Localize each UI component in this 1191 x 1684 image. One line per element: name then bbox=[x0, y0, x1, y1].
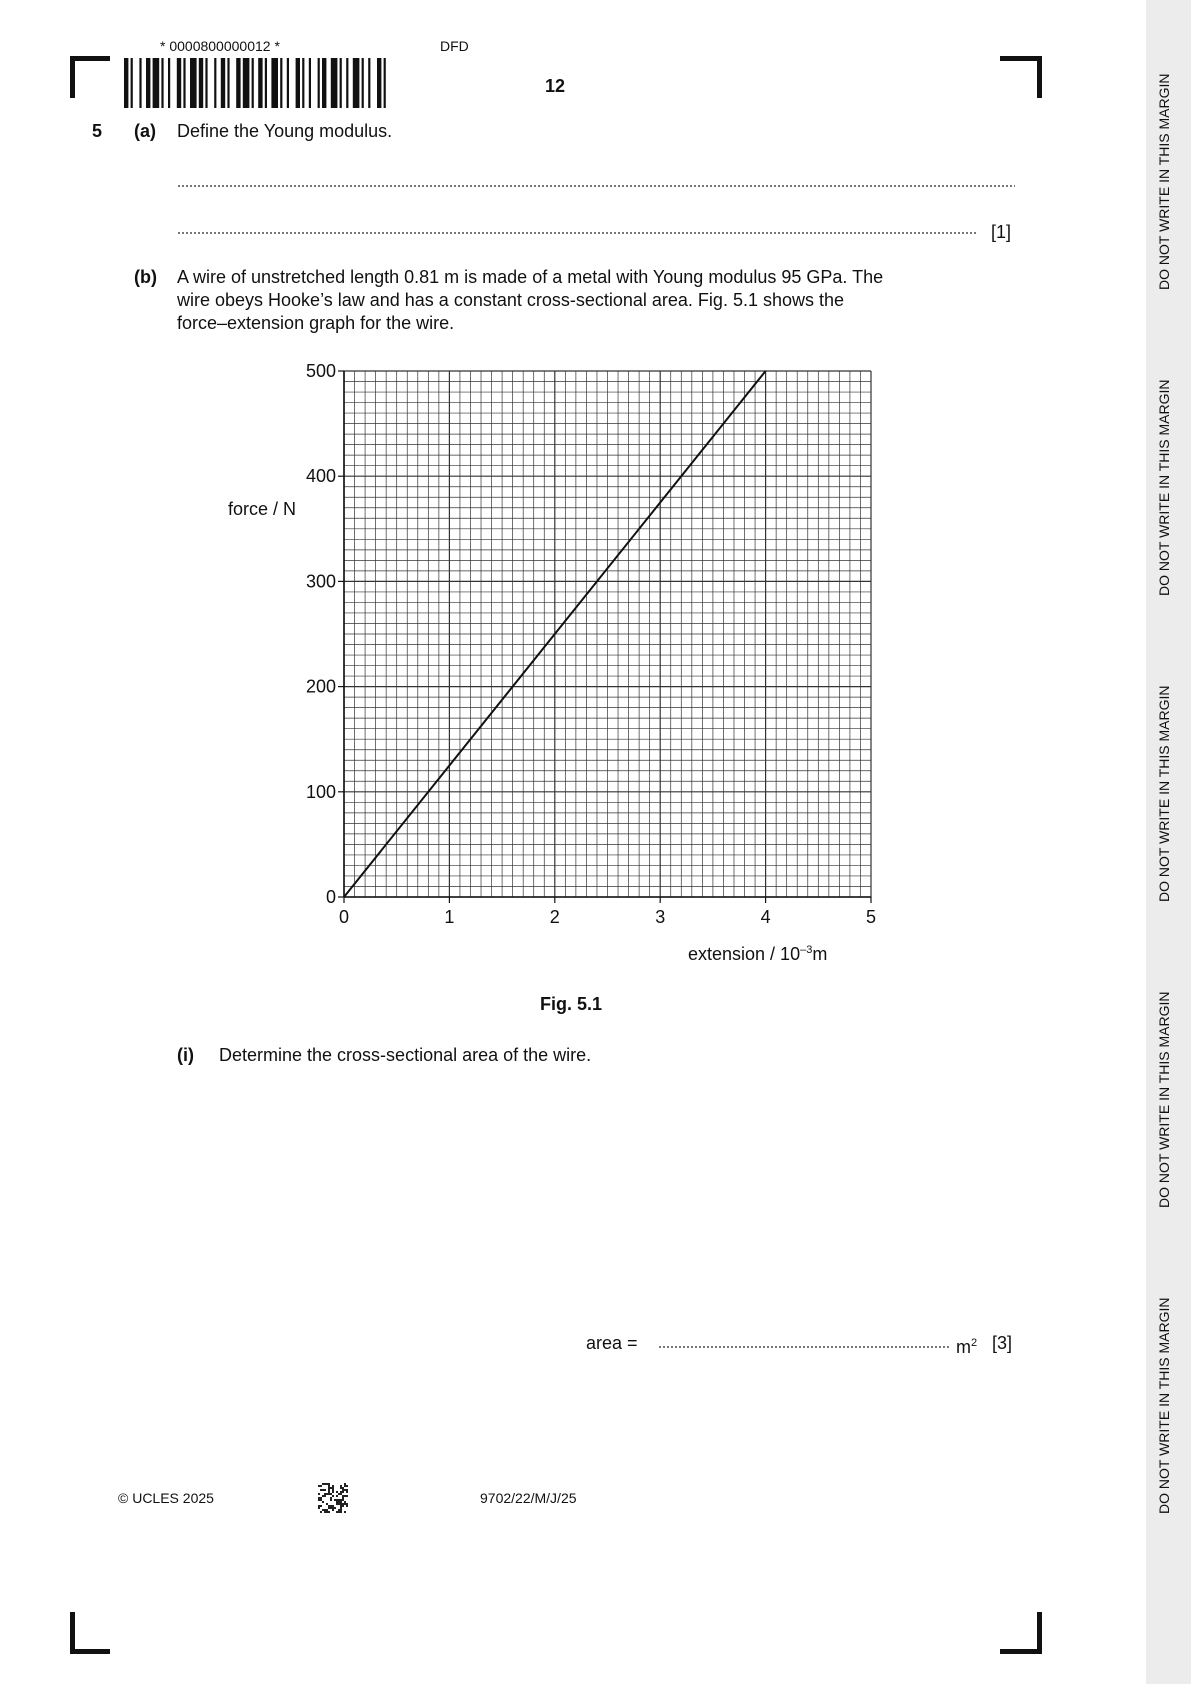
x-tick-label: 5 bbox=[865, 907, 877, 927]
qr-cell bbox=[328, 1483, 330, 1485]
margin-warning-4: DO NOT WRITE IN THIS MARGIN bbox=[1156, 991, 1172, 1208]
area-answer-line[interactable] bbox=[658, 1346, 950, 1348]
qr-cell bbox=[338, 1501, 340, 1503]
y-tick-label: 0 bbox=[325, 887, 336, 907]
qr-cell bbox=[322, 1483, 324, 1485]
area-unit-text: m bbox=[956, 1337, 971, 1357]
qr-cell bbox=[332, 1509, 334, 1511]
qr-cell bbox=[340, 1505, 342, 1507]
qr-cell bbox=[340, 1499, 342, 1501]
qr-cell bbox=[318, 1493, 320, 1495]
x-axis-label-unit: m bbox=[812, 944, 828, 964]
x-tick-label: 3 bbox=[655, 907, 666, 927]
qr-cell bbox=[342, 1503, 344, 1505]
x-tick-label: 1 bbox=[444, 907, 455, 927]
qr-cell bbox=[346, 1489, 348, 1491]
area-unit bbox=[956, 1331, 977, 1359]
qr-cell bbox=[342, 1497, 344, 1499]
part-b-label: (b) bbox=[134, 267, 157, 287]
qr-cell bbox=[318, 1497, 320, 1499]
qr-cell bbox=[344, 1489, 346, 1491]
qr-cell bbox=[330, 1499, 332, 1501]
area-marks: [3] bbox=[992, 1333, 1013, 1353]
qr-cell bbox=[344, 1501, 346, 1503]
x-axis-label-power: –3 bbox=[800, 944, 813, 956]
part-a-text: Define the Young modulus. bbox=[177, 121, 393, 141]
qr-cell bbox=[338, 1503, 340, 1505]
qr-cell bbox=[346, 1505, 348, 1507]
qr-cell bbox=[328, 1485, 330, 1487]
qr-cell bbox=[328, 1491, 330, 1493]
margin-warning-3: DO NOT WRITE IN THIS MARGIN bbox=[1156, 685, 1172, 902]
qr-cell bbox=[324, 1489, 326, 1491]
qr-cell bbox=[336, 1501, 338, 1503]
qr-cell bbox=[326, 1483, 328, 1485]
qr-cell bbox=[322, 1489, 324, 1491]
qr-cell bbox=[342, 1505, 344, 1507]
qr-cell bbox=[340, 1487, 342, 1489]
qr-cell bbox=[322, 1495, 324, 1497]
paper-code: 9702/22/M/J/25 bbox=[480, 1490, 577, 1506]
qr-cell bbox=[332, 1507, 334, 1509]
qr-cell bbox=[338, 1493, 340, 1495]
qr-cell bbox=[346, 1491, 348, 1493]
y-tick-label: 500 bbox=[305, 361, 336, 381]
qr-cell bbox=[328, 1487, 330, 1489]
qr-cell bbox=[332, 1505, 334, 1507]
x-tick-label: 2 bbox=[549, 907, 560, 927]
qr-cell bbox=[318, 1485, 320, 1487]
qr-cell bbox=[334, 1507, 336, 1509]
qr-cell bbox=[340, 1511, 342, 1513]
question-number: 5 bbox=[92, 121, 103, 141]
qr-cell bbox=[324, 1509, 326, 1511]
qr-cell bbox=[320, 1499, 322, 1501]
dfd-label: DFD bbox=[440, 38, 469, 54]
qr-cell bbox=[342, 1487, 344, 1489]
qr-cell bbox=[320, 1497, 322, 1499]
qr-cell bbox=[346, 1495, 348, 1497]
qr-cell bbox=[328, 1489, 330, 1491]
qr-cell bbox=[340, 1503, 342, 1505]
barcode-text: * 0000800000012 * bbox=[160, 38, 280, 54]
qr-cell bbox=[338, 1511, 340, 1513]
qr-cell bbox=[320, 1489, 322, 1491]
y-axis-label: force / N bbox=[228, 499, 297, 519]
qr-cell bbox=[346, 1485, 348, 1487]
qr-cell bbox=[346, 1503, 348, 1505]
qr-cell bbox=[332, 1487, 334, 1489]
qr-cell bbox=[344, 1483, 346, 1485]
qr-cell bbox=[326, 1509, 328, 1511]
qr-cell bbox=[328, 1493, 330, 1495]
qr-cell bbox=[330, 1507, 332, 1509]
y-tick-label: 400 bbox=[305, 466, 336, 487]
qr-cell bbox=[324, 1483, 326, 1485]
qr-cell bbox=[318, 1507, 320, 1509]
x-axis-label bbox=[688, 938, 827, 966]
qr-cell bbox=[336, 1503, 338, 1505]
qr-cell bbox=[330, 1493, 332, 1495]
part-i-label: (i) bbox=[177, 1045, 194, 1065]
part-b-line3: force–extension graph for the wire. bbox=[177, 313, 455, 333]
margin-warning-1: DO NOT WRITE IN THIS MARGIN bbox=[1156, 73, 1172, 290]
qr-cell bbox=[340, 1509, 342, 1511]
part-a-label: (a) bbox=[134, 121, 156, 141]
qr-cell bbox=[328, 1505, 330, 1507]
qr-cell bbox=[344, 1503, 346, 1505]
margin-warning-2: DO NOT WRITE IN THIS MARGIN bbox=[1156, 379, 1172, 596]
part-a-marks: [1] bbox=[991, 222, 1012, 242]
area-unit-power: 2 bbox=[971, 1337, 978, 1349]
qr-cell bbox=[320, 1485, 322, 1487]
figure-caption: Fig. 5.1 bbox=[540, 994, 603, 1014]
qr-cell bbox=[340, 1507, 342, 1509]
qr-cell bbox=[320, 1511, 322, 1513]
x-tick-label: 0 bbox=[338, 907, 350, 927]
qr-cell bbox=[322, 1501, 324, 1503]
qr-cell bbox=[330, 1505, 332, 1507]
qr-cell bbox=[336, 1511, 338, 1513]
corner-mark-br-h bbox=[1000, 1649, 1042, 1654]
part-i-text: Determine the cross-sectional area of the wire. bbox=[219, 1045, 592, 1065]
qr-cell bbox=[338, 1509, 340, 1511]
qr-cell bbox=[338, 1499, 340, 1501]
qr-cell bbox=[340, 1485, 342, 1487]
qr-cell bbox=[322, 1509, 324, 1511]
qr-cell bbox=[324, 1493, 326, 1495]
part-b-line1: A wire of unstretched length 0.81 m is made of a metal with Young modulus 95 GPa. The bbox=[177, 267, 884, 287]
corner-mark-bl-h bbox=[70, 1649, 110, 1654]
qr-cell bbox=[334, 1499, 336, 1501]
corner-mark-bl-v bbox=[70, 1612, 75, 1654]
copyright: © UCLES 2025 bbox=[118, 1490, 214, 1506]
qr-cell bbox=[342, 1491, 344, 1493]
qr-cell bbox=[336, 1499, 338, 1501]
x-axis-label-text: extension / 10 bbox=[688, 944, 801, 964]
y-tick-label: 100 bbox=[305, 781, 336, 802]
qr-cell bbox=[328, 1507, 330, 1509]
qr-cell bbox=[330, 1487, 332, 1489]
qr-code bbox=[318, 1483, 348, 1513]
part-b-line2: wire obeys Hooke’s law and has a constant cross-sectional area. Fig. 5.1 shows the bbox=[177, 290, 845, 310]
qr-cell bbox=[332, 1489, 334, 1491]
qr-cell bbox=[326, 1493, 328, 1495]
y-tick-label: 200 bbox=[305, 676, 336, 697]
qr-cell bbox=[336, 1495, 338, 1497]
qr-cell bbox=[324, 1495, 326, 1497]
qr-cell bbox=[344, 1511, 346, 1513]
qr-cell bbox=[320, 1505, 322, 1507]
page-number: 12 bbox=[545, 76, 566, 96]
corner-mark-br-v bbox=[1037, 1612, 1042, 1654]
qr-cell bbox=[324, 1511, 326, 1513]
qr-cell bbox=[332, 1491, 334, 1493]
qr-cell bbox=[332, 1485, 334, 1487]
qr-cell bbox=[344, 1495, 346, 1497]
qr-cell bbox=[340, 1491, 342, 1493]
qr-cell bbox=[342, 1495, 344, 1497]
qr-cell bbox=[318, 1499, 320, 1501]
qr-cell bbox=[340, 1493, 342, 1495]
qr-cell bbox=[342, 1489, 344, 1491]
qr-cell bbox=[330, 1497, 332, 1499]
qr-cell bbox=[342, 1499, 344, 1501]
qr-cell bbox=[326, 1503, 328, 1505]
qr-cell bbox=[318, 1505, 320, 1507]
qr-cell bbox=[336, 1491, 338, 1493]
margin-warning-5: DO NOT WRITE IN THIS MARGIN bbox=[1156, 1297, 1172, 1514]
y-tick-label: 300 bbox=[305, 571, 336, 592]
qr-cell bbox=[328, 1511, 330, 1513]
area-prefix: area = bbox=[586, 1333, 638, 1353]
x-tick-label: 4 bbox=[760, 907, 771, 927]
qr-cell bbox=[344, 1485, 346, 1487]
qr-cell bbox=[326, 1511, 328, 1513]
qr-cell bbox=[332, 1495, 334, 1497]
qr-cell bbox=[340, 1501, 342, 1503]
